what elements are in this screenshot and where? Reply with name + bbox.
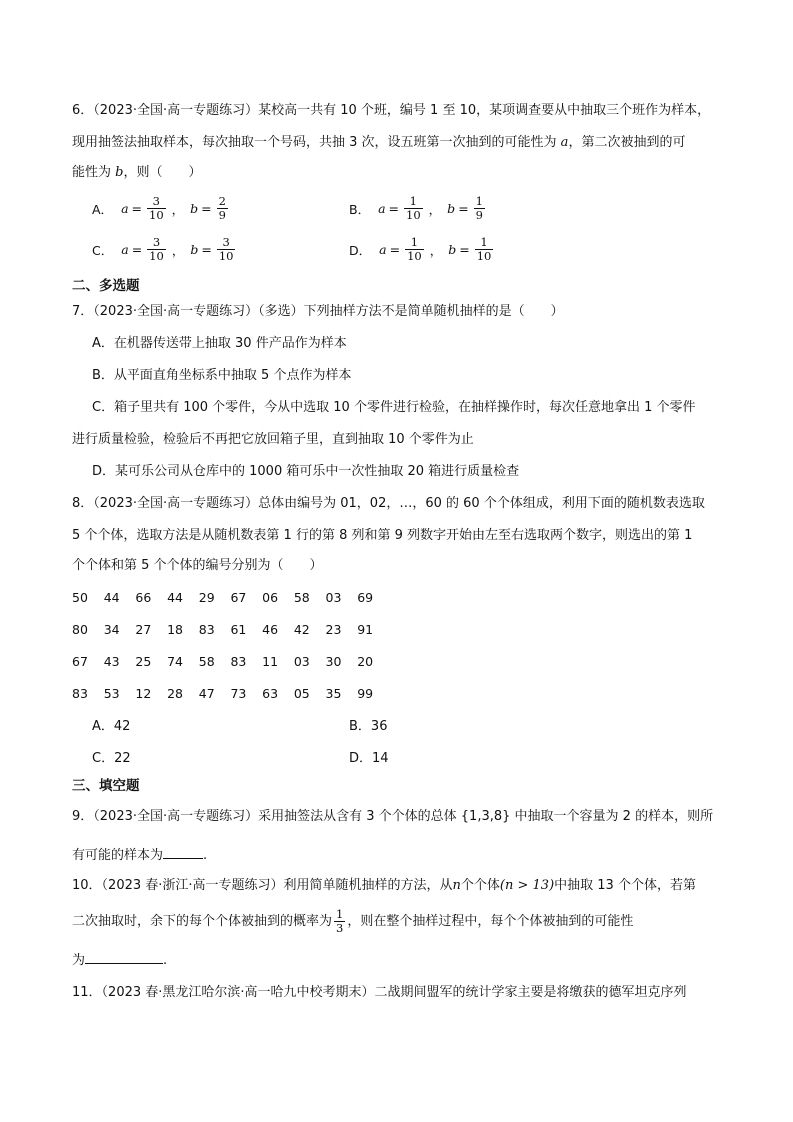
table-row: 83 53 12 28 47 73 63 05 35 99 bbox=[72, 686, 374, 701]
q8-option-a[interactable]: A．42 bbox=[92, 719, 131, 734]
q6-option-c[interactable]: C． a = $\frac{3}{10}$ ， b = $\frac{3}{10}$ bbox=[92, 235, 234, 263]
fraction: $\frac{1}{10}$ bbox=[406, 194, 421, 222]
q10-line-2: 二次抽取时，余下的每个个体被抽到的概率为 $\frac{1}{3}$ ，则在整个抽样过程中，每个个体被抽到的可能性 bbox=[72, 907, 634, 935]
fraction: $\frac{1}{9}$ bbox=[475, 194, 483, 222]
q6-line-2: 现用抽签法抽取样本，每次抽取一个号码，共抽 3 次，设五班第一次抽到的可能性为 a，第二次被抽到的可 bbox=[72, 135, 686, 150]
fraction: $\frac{3}{10}$ bbox=[218, 235, 234, 263]
q6-line-3: 能性为 b，则（ ） bbox=[72, 165, 202, 180]
section-heading-fill-blank: 三、填空题 bbox=[72, 778, 140, 794]
q11-line-1: 11．（2023 春·黑龙江哈尔滨·高一哈九中校考期末）二战期间盟军的统计学家主要是将缴获的德军坦克序列 bbox=[72, 985, 687, 1000]
q10-line-1: 10．（2023 春·浙江·高一专题练习）利用简单随机抽样的方法，从n个个体(n > 13)中抽取 13 个个体，若第 bbox=[72, 878, 696, 893]
q6-option-b[interactable]: B． a = $\frac{1}{10}$ ， b = $\frac{1}{9}$ bbox=[349, 194, 483, 222]
q8-line-2: 5 个个体，选取方法是从随机数表第 1 行的第 8 列和第 9 列数字开始由左至右选取两个数字，则选出的第 1 bbox=[72, 528, 693, 543]
fraction: $\frac{3}{10}$ bbox=[149, 194, 164, 222]
fraction: $\frac{1}{10}$ bbox=[407, 235, 422, 263]
q6-line-1: 6．（2023·全国·高一专题练习）某校高一共有 10 个班，编号 1 至 10，某项调查要从中抽取三个班作为样本， bbox=[72, 103, 711, 118]
q10-line-3: 为 . bbox=[72, 949, 167, 971]
q7-option-c-line-1[interactable]: C．箱子里共有 100 个零件，今从中选取 10 个零件进行检验，在抽样操作时，每次任意地拿出 1 个零件 bbox=[92, 400, 696, 415]
q9-answer-blank[interactable] bbox=[163, 844, 203, 859]
section-heading-multi-choice: 二、多选题 bbox=[72, 278, 140, 294]
q8-line-1: 8．（2023·全国·高一专题练习）总体由编号为 01，02，…，60 的 60 个个体组成，利用下面的随机数表选取 bbox=[72, 496, 705, 511]
q9-line-1: 9．（2023·全国·高一专题练习）采用抽签法从含有 3 个个体的总体 {1,3,8} 中抽取一个容量为 2 的样本，则所 bbox=[72, 809, 714, 824]
q8-option-d[interactable]: D．14 bbox=[349, 751, 389, 766]
table-row: 67 43 25 74 58 83 11 03 30 20 bbox=[72, 654, 374, 669]
q6-option-a[interactable]: A． a = $\frac{3}{10}$ ， b = $\frac{2}{9}$ bbox=[92, 194, 226, 222]
q8-option-b[interactable]: B．36 bbox=[349, 719, 388, 734]
fraction: $\frac{1}{3}$ bbox=[336, 907, 344, 935]
q7-option-a[interactable]: A．在机器传送带上抽取 30 件产品作为样本 bbox=[92, 336, 347, 351]
q7-option-b[interactable]: B．从平面直角坐标系中抽取 5 个点作为样本 bbox=[92, 368, 352, 383]
table-row: 80 34 27 18 83 61 46 42 23 91 bbox=[72, 622, 374, 637]
q6-option-d[interactable]: D． a = $\frac{1}{10}$ ， b = $\frac{1}{10}$ bbox=[349, 235, 492, 263]
q7-stem: 7．（2023·全国·高一专题练习）（多选）下列抽样方法不是简单随机抽样的是（ ） bbox=[72, 304, 564, 319]
q9-line-2: 有可能的样本为 . bbox=[72, 844, 207, 866]
q10-answer-blank[interactable] bbox=[85, 949, 163, 964]
q8-line-3: 个个体和第 5 个个体的编号分别为（ ） bbox=[72, 558, 323, 573]
q7-option-c-line-2: 进行质量检验，检验后不再把它放回箱子里，直到抽取 10 个零件为止 bbox=[72, 432, 474, 447]
q8-option-c[interactable]: C．22 bbox=[92, 751, 131, 766]
fraction: $\frac{3}{10}$ bbox=[149, 235, 164, 263]
fraction: $\frac{2}{9}$ bbox=[218, 194, 226, 222]
fraction: $\frac{1}{10}$ bbox=[476, 235, 492, 263]
q7-option-d[interactable]: D．某可乐公司从仓库中的 1000 箱可乐中一次性抽取 20 箱进行质量检查 bbox=[92, 464, 520, 479]
table-row: 50 44 66 44 29 67 06 58 03 69 bbox=[72, 590, 374, 605]
